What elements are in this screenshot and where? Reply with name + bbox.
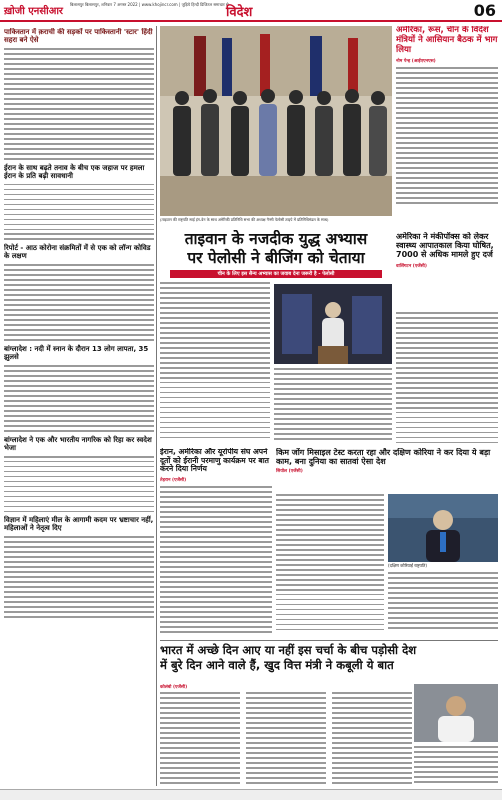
story-body [4, 264, 154, 341]
byline: वाशिंगटन (एजेंसी) [396, 263, 427, 269]
korea-photo-caption: (दक्षिण कोरियाई राष्ट्रपति) [388, 563, 428, 568]
main-photo [160, 26, 392, 216]
headline-subbar: चीन के लिए इस सैन्य अभ्यास का जवाब देना जरूरी है - पेलोसी [170, 270, 382, 278]
left-column [4, 28, 154, 788]
minister-image [414, 684, 498, 742]
banner-line-1: भारत में अच्छे दिन आए या नहीं इस चर्चा के बीच पड़ोसी देश [160, 643, 417, 657]
byline: नोम पेन्ह (आईएएनएस) [396, 59, 436, 65]
masthead [0, 0, 502, 22]
story-headline: ईरान, अमेरिका और यूरोपीय संघ अपने दूतों को ईरानी परमाणु कार्यक्रम पर बात करने दिया निर्णय [160, 448, 270, 474]
korea-body-2 [388, 572, 498, 636]
story-body [4, 184, 154, 241]
photo-caption: (ताइवान की राष्ट्रपति साई इंग-वेन के साथ अमेरिकी प्रतिनिधि सभा की अध्यक्ष नैन्सी पेलोसी ताइपे में प्रतिनिधिमंडल के साथ) [160, 217, 329, 222]
bottom-banner [160, 643, 498, 681]
story-headline: अमेरिका, रूस, चीन के विदेश मंत्रियों ने आसियान बैठक में भाग लिया [396, 26, 498, 55]
korea-story [276, 448, 498, 488]
story-headline: पाकिस्तान में क़राची की सड़कों पर पाकिस्तानी 'स्टार' हिंदी सहरा बने ऐसे [4, 28, 153, 45]
paper-name: ख़ोजी एनसीआर [4, 6, 64, 17]
story-headline: बांग्लादेश : नदी में स्नान के दौरान 13 लोग लापता, 35 झुलसे [4, 344, 149, 361]
headline-line-1: ताइवान के नजदीक युद्ध अभ्यास [184, 230, 368, 248]
story-headline: रिपोर्ट - आठ कोरोना संक्रमितों में से एक को लॉन्ग कोविड के लक्षण [4, 244, 151, 261]
iran-story [160, 448, 272, 638]
story-body [396, 67, 498, 203]
page-number: 06 [473, 1, 496, 20]
banner-story-body-2 [414, 746, 498, 788]
story-headline: किम जोंग मिसाइल टेस्ट करता रहा और दक्षिण कोरिया ने कर दिया ये बड़ा काम, बना दुनिया का सातवां ऐसा देश [276, 448, 491, 467]
korea-photo [388, 494, 498, 562]
story-headline: विज्ञान में महिलाएं मील के आगामी कदम पर भ्रष्टाचार नहीं, महिलाओं ने नेतृत्व दिए [4, 516, 154, 533]
story-body [160, 486, 272, 632]
main-story-body-2 [274, 368, 392, 444]
main-headline [160, 230, 392, 290]
column-divider [156, 26, 157, 786]
footer-strip [0, 789, 502, 800]
headline-line-2: पर पेलोसी ने बीजिंग को चेताया [187, 249, 365, 267]
byline: कोलंबो (एजेंसी) [160, 685, 188, 690]
top-right-story [396, 26, 498, 226]
banner-story-body [160, 684, 412, 788]
byline: सियोल (एजेंसी) [276, 469, 303, 475]
byline: तेहरान (एजेंसी) [160, 478, 187, 484]
section-title: विदेश [226, 5, 253, 20]
monkeypox-story [396, 232, 498, 312]
banner-divider [160, 640, 498, 641]
story-headline: ईरान के साथ बढ़ते तनाव के बीच एक जहाज पर हमला ईरान के प्रति बढ़ी सावधानी [4, 163, 145, 180]
story-body [4, 456, 154, 513]
story-headline: बांग्लादेश ने एक और भारतीय नागरिक को रिहा कर स्वदेश भेजा [4, 435, 152, 452]
minister-photo [414, 684, 498, 742]
story-headline: अमेरिका ने मंकीपॉक्स को लेकर स्वास्थ्य आपातकाल किया घोषित, 7000 से अधिक मामले हुए दर्ज [396, 232, 494, 260]
korea-body [276, 494, 384, 636]
korea-president-image [388, 494, 498, 562]
group-photo-image [160, 26, 392, 216]
dateline: बिलासपुर बिलासपुर, शनिवार 7 अगस्त 2022 | www.khojincr.com | जुड़िये हिन्दी डिजिटल समाचार से [70, 2, 229, 7]
story-body [4, 48, 154, 159]
pelosi-photo [274, 284, 392, 364]
story-body [4, 365, 154, 432]
monkeypox-body [396, 312, 498, 447]
main-story-body [160, 282, 270, 442]
pelosi-image [274, 284, 392, 364]
banner-line-2: में बुरे दिन आने वाले हैं, खुद वित्त मंत्री ने कबूली ये बात [160, 658, 394, 672]
story-body [4, 536, 154, 618]
